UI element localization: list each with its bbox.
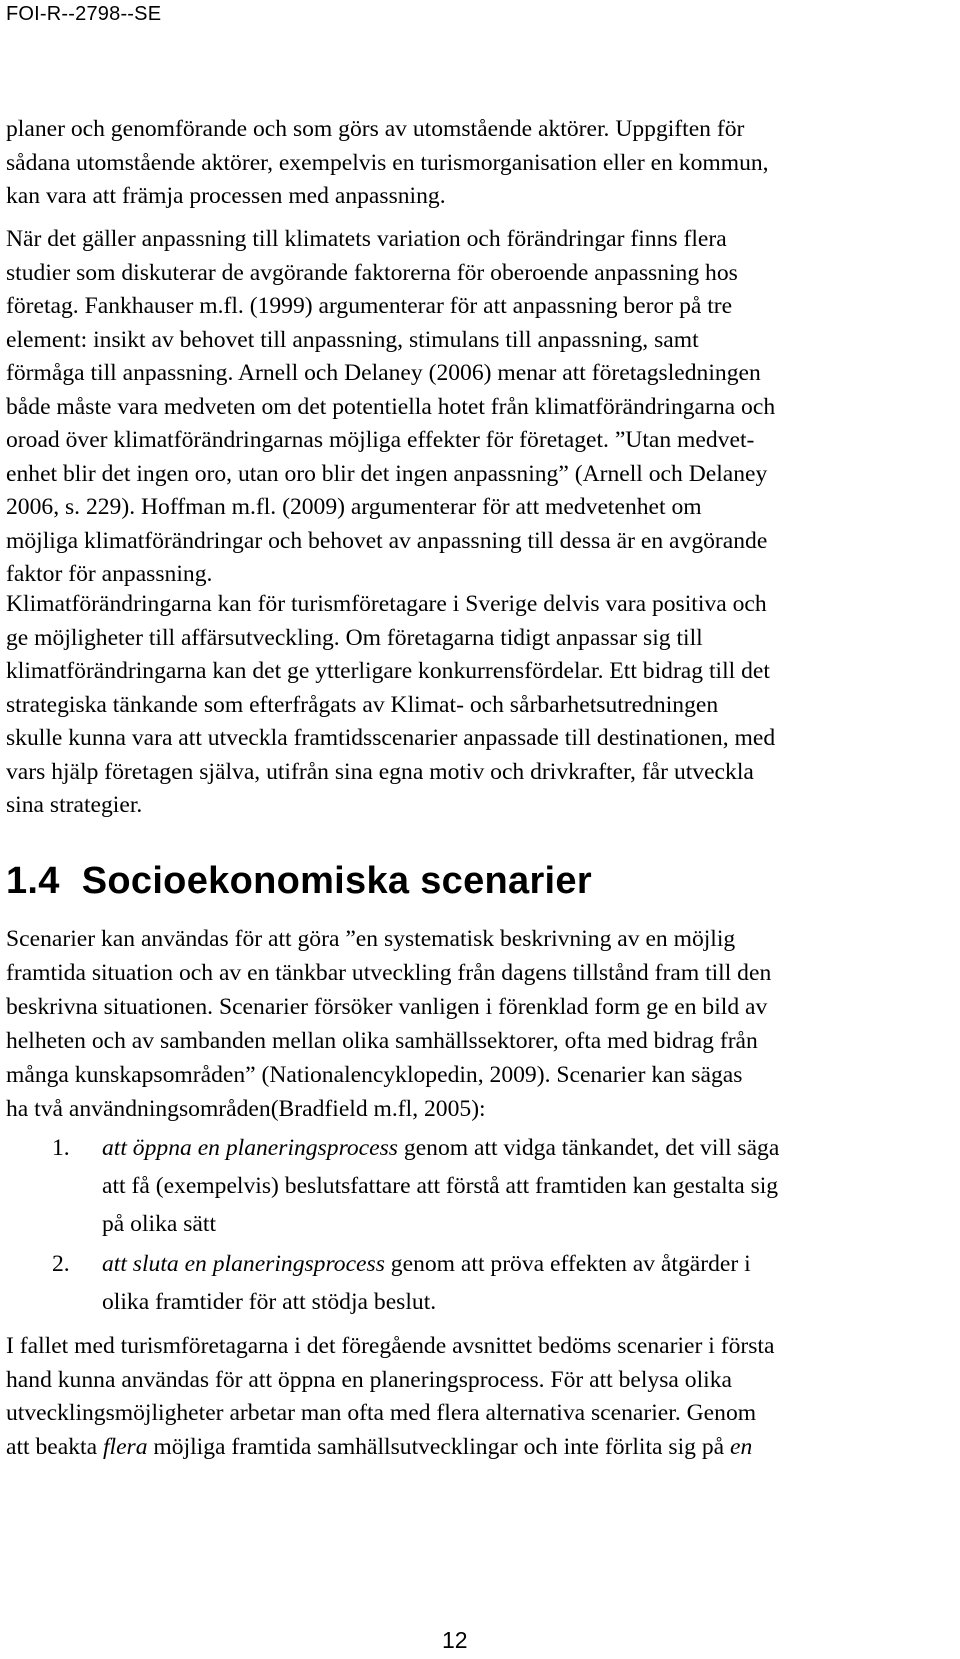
text-line: möjliga klimatförändringar och behovet av anpassning till dessa är en avgörande bbox=[6, 527, 768, 554]
page-number: 12 bbox=[442, 1627, 468, 1653]
text-line: faktor för anpassning. bbox=[6, 561, 213, 587]
list-text: genom att vidga tänkandet, det vill säga bbox=[398, 1135, 780, 1161]
text-line: företag. Fankhauser m.fl. (1999) argumenterar för att anpassning beror på tre bbox=[6, 293, 733, 319]
section-heading bbox=[6, 856, 592, 906]
text-line: många kunskapsområden” (Nationalencyklopedin, 2009). Scenarier kan sägas bbox=[6, 1062, 743, 1088]
text-line: både måste vara medveten om det potentiella hotet från klimatförändringarna och bbox=[6, 393, 776, 420]
scenario-uses-list-continued bbox=[0, 1245, 960, 1321]
text-line: I fallet med turismföretagarna i det föregående avsnittet bedöms scenarier i första bbox=[6, 1333, 775, 1359]
text-line bbox=[6, 1431, 944, 1465]
text-line: förmåga till anpassning. Arnell och Delaney (2006) menar att företagsledningen bbox=[6, 360, 761, 386]
text-line: kan vara att främja processen med anpassning. bbox=[6, 183, 446, 209]
paragraph-tourism-scenarios bbox=[6, 1330, 944, 1464]
list-item bbox=[0, 1129, 960, 1243]
paragraph-adaptation-studies bbox=[6, 223, 944, 592]
text-run: möjliga framtida samhällsutvecklingar och inte förlita sig på bbox=[147, 1433, 730, 1460]
paragraph-climate-opportunities bbox=[6, 588, 944, 823]
text-line: element: insikt av behovet till anpassning, stimulans till anpassning, samt bbox=[6, 326, 699, 353]
text-run: att beakta bbox=[6, 1433, 103, 1460]
paragraph-scenario-definition bbox=[6, 922, 944, 1126]
text-line: klimatförändringarna kan det ge ytterligare konkurrensfördelar. Ett bidrag till det bbox=[6, 658, 770, 684]
text-line: enhet blir det ingen oro, utan oro blir det ingen anpassning” (Arnell och Delaney bbox=[6, 460, 768, 487]
text-line: När det gäller anpassning till klimatets variation och förändringar finns flera bbox=[6, 226, 727, 252]
text-line: strategiska tänkande som efterfrågats av Klimat- och sårbarhetsutredningen bbox=[6, 691, 719, 718]
text-line: utvecklingsmöjligheter arbetar man ofta med flera alternativa scenarier. Genom bbox=[6, 1400, 757, 1426]
text-line: planer och genomförande och som görs av utomstående aktörer. Uppgiften för bbox=[6, 116, 745, 142]
text-line: hand kunna användas för att öppna en planeringsprocess. För att belysa olika bbox=[6, 1366, 732, 1393]
text-line: olika framtider för att stödja beslut. bbox=[102, 1289, 437, 1315]
text-line bbox=[102, 1129, 960, 1167]
list-text: genom att pröva effekten av åtgärder i bbox=[384, 1251, 751, 1277]
text-line: Scenarier kan användas för att göra ”en systematisk beskrivning av en möjlig bbox=[6, 926, 736, 952]
text-line: skulle kunna vara att utveckla framtidsscenarier anpassade till destinationen, med bbox=[6, 725, 776, 751]
emphasis-text: en bbox=[730, 1433, 753, 1460]
text-line bbox=[102, 1245, 960, 1283]
emphasis-text: att sluta en planeringsprocess bbox=[102, 1251, 385, 1277]
text-line: studier som diskuterar de avgörande faktorerna för oberoende anpassning hos bbox=[6, 259, 738, 286]
list-marker: 2. bbox=[52, 1251, 70, 1277]
list-item bbox=[0, 1245, 960, 1321]
text-line: oroad över klimatförändringarnas möjliga effekter för företaget. ”Utan medvet- bbox=[6, 427, 755, 453]
text-line: framtida situation och av en tänkbar utveckling från dagens tillstånd fram till den bbox=[6, 960, 772, 986]
text-line: beskrivna situationen. Scenarier försöker vanligen i förenklad form ge en bild av bbox=[6, 994, 768, 1020]
text-line: att få (exempelvis) beslutsfattare att förstå att framtiden kan gestalta sig bbox=[102, 1173, 779, 1199]
section-title: Socioekonomiska scenarier bbox=[81, 860, 592, 902]
section-number: 1.4 bbox=[6, 860, 60, 902]
text-line: ge möjligheter till affärsutveckling. Om företagarna tidigt anpassar sig till bbox=[6, 624, 703, 651]
paragraph-intro-continuation bbox=[6, 113, 944, 214]
emphasis-text: att öppna en planeringsprocess bbox=[102, 1135, 398, 1161]
text-line: Klimatförändringarna kan för turismföretagare i Sverige delvis vara positiva och bbox=[6, 591, 767, 617]
document-code: FOI-R--2798--SE bbox=[6, 3, 162, 25]
text-line: sina strategier. bbox=[6, 792, 143, 818]
emphasis-text: flera bbox=[102, 1433, 148, 1460]
list-marker: 1. bbox=[52, 1135, 70, 1161]
text-line: 2006, s. 229). Hoffman m.fl. (2009) argumenterar för att medvetenhet om bbox=[6, 494, 702, 520]
text-line: sådana utomstående aktörer, exempelvis en turismorganisation eller en kommun, bbox=[6, 149, 769, 176]
text-line: vars hjälp företagen själva, utifrån sina egna motiv och drivkrafter, får utveckla bbox=[6, 758, 754, 785]
text-line: ha två användningsområden(Bradfield m.fl, 2005): bbox=[6, 1096, 486, 1122]
text-line: på olika sätt bbox=[102, 1211, 217, 1237]
text-line: helheten och av sambanden mellan olika samhällssektorer, ofta med bidrag från bbox=[6, 1028, 758, 1054]
scenario-uses-list bbox=[0, 1129, 960, 1243]
